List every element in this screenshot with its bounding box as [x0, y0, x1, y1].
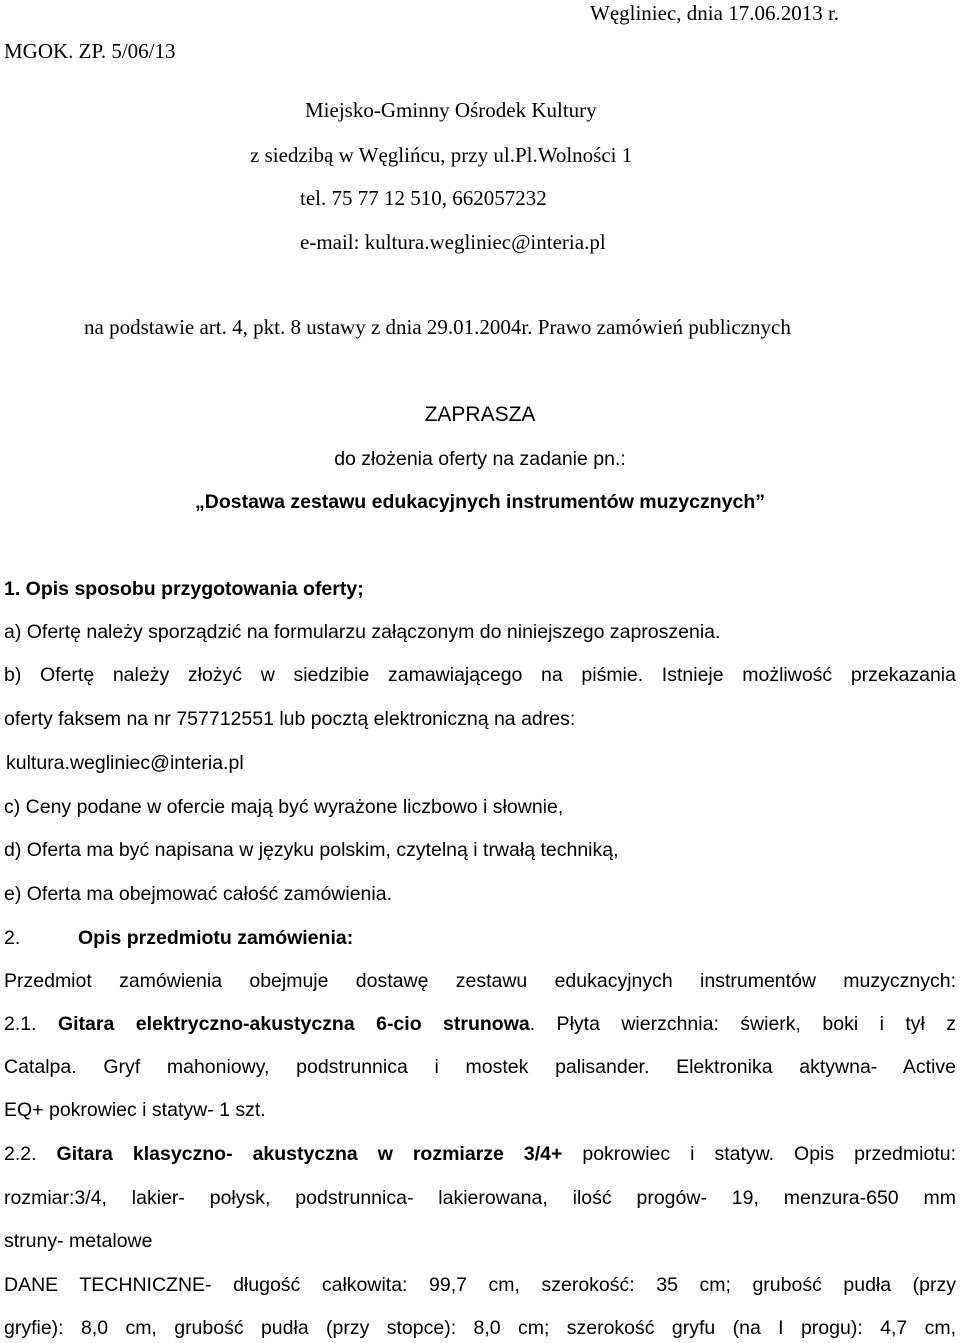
section1-email: kultura.wegliniec@interia.pl: [6, 752, 244, 774]
section1-item-b-line1: b) Ofertę należy złożyć w siedzibie zamawiającego na piśmie. Istnieje możliwość przekazania: [4, 664, 956, 686]
item-2-1-line3: EQ+ pokrowiec i statyw- 1 szt.: [4, 1099, 266, 1121]
item-2-1-line2: Catalpa. Gryf mahoniowy, podstrunnica i mostek palisander. Elektronika aktywna- Active: [4, 1056, 956, 1078]
org-email: e-mail: kultura.wegliniec@interia.pl: [300, 230, 606, 254]
item-2-1-description-start: . Płyta wierzchnia: świerk, boki i tył z: [529, 1013, 957, 1035]
section1-item-d: d) Oferta ma być napisana w języku polskim, czytelną i trwałą techniką,: [4, 839, 619, 861]
item-2-2-number: 2.2.: [4, 1143, 37, 1165]
legal-basis: na podstawie art. 4, pkt. 8 ustawy z dnia 29.01.2004r. Prawo zamówień publicznych: [84, 315, 791, 339]
org-address: z siedzibą w Węglińcu, przy ul.Pl.Wolności 1: [250, 143, 633, 167]
item-2-2-line4: DANE TECHNICZNE- długość całkowita: 99,7 cm, szerokość: 35 cm; grubość pudła (przy: [4, 1274, 956, 1296]
item-2-2-line1: [4, 1145, 956, 1165]
section1-heading: 1. Opis sposobu przygotowania oferty;: [4, 578, 364, 600]
section1-item-e: e) Oferta ma obejmować całość zamówienia.: [4, 883, 392, 905]
document-date: Węgliniec, dnia 17.06.2013 r.: [590, 1, 840, 25]
item-2-1-name: Gitara elektryczno-akustyczna 6-cio strunowa: [57, 1013, 530, 1035]
org-name: Miejsko-Gminny Ośrodek Kultury: [305, 98, 597, 122]
section2-number: 2.: [4, 927, 21, 949]
section2-heading: Opis przedmiotu zamówienia:: [78, 927, 354, 949]
section1-item-b-line2: oferty faksem na nr 757712551 lub pocztą elektroniczną na adres:: [4, 708, 576, 730]
item-2-2-line5: gryfie): 8,0 cm, grubość pudła (przy stopce): 8,0 cm; szerokość gryfu (na I progu): 4,7 cm,: [4, 1317, 956, 1339]
invitation-heading: ZAPRASZA: [424, 403, 536, 426]
document-reference-number: MGOK. ZP. 5/06/13: [4, 39, 176, 63]
section2-intro: Przedmiot zamówienia obejmuje dostawę zestawu edukacyjnych instrumentów muzycznych:: [4, 970, 956, 992]
item-2-2-name: Gitara klasyczno- akustyczna w rozmiarze 3/4+: [56, 1143, 563, 1165]
invitation-subheading: do złożenia oferty na zadanie pn.:: [334, 448, 626, 470]
item-2-2-description-start: pokrowiec i statyw. Opis przedmiotu:: [562, 1143, 957, 1165]
org-phone: tel. 75 77 12 510, 662057232: [300, 186, 547, 210]
item-2-1-number: 2.1.: [4, 1013, 37, 1035]
item-2-2-line2: rozmiar:3/4, lakier- połysk, podstrunnica- lakierowana, ilość progów- 19, menzura-650 mm: [4, 1187, 956, 1209]
task-title: „Dostawa zestawu edukacyjnych instrumentów muzycznych”: [195, 491, 765, 513]
item-2-1-line1: [4, 1015, 956, 1035]
section1-item-a: a) Ofertę należy sporządzić na formularzu załączonym do niniejszego zaproszenia.: [4, 621, 721, 643]
section1-item-c: c) Ceny podane w ofercie mają być wyrażone liczbowo i słownie,: [4, 796, 564, 818]
item-2-2-line3: struny- metalowe: [4, 1230, 153, 1252]
